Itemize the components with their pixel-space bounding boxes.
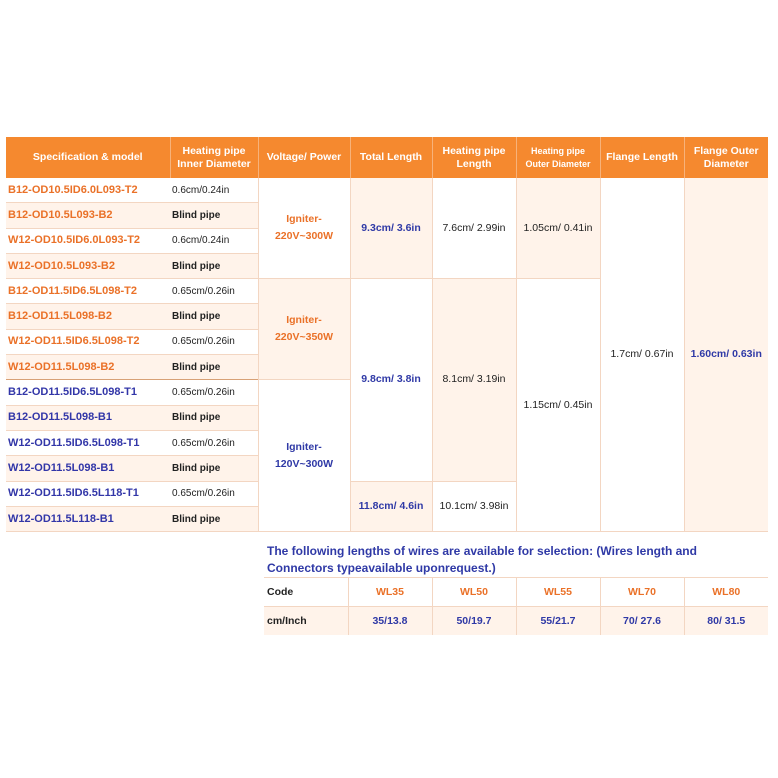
- model-cell: B12-OD11.5L098-B1: [6, 405, 170, 430]
- unit-label: cm/Inch: [264, 607, 348, 636]
- wire-code: WL55: [516, 578, 600, 607]
- model-cell: B12-OD11.5ID6.5L098-T1: [6, 380, 170, 405]
- voltage-line2: 220V~350W: [274, 331, 334, 344]
- inner-diameter-cell: Blind pipe: [170, 253, 258, 278]
- model-cell: W12-OD11.5L118-B1: [6, 506, 170, 531]
- inner-diameter-cell: Blind pipe: [170, 506, 258, 531]
- header-inner-diameter: Heating pipe Inner Diameter: [170, 137, 258, 178]
- inner-diameter-cell: Blind pipe: [170, 355, 258, 380]
- pipe-length-3: 10.1cm/ 3.98in: [432, 481, 516, 532]
- total-length-1: 9.3cm/ 3.6in: [350, 178, 432, 279]
- inner-diameter-cell: 0.6cm/0.24in: [170, 178, 258, 203]
- voltage-line1: Igniter-: [286, 440, 322, 453]
- wire-value: 80/ 31.5: [707, 614, 746, 627]
- total-length-2: 9.8cm/ 3.8in: [350, 279, 432, 481]
- inner-diameter-cell: Blind pipe: [170, 405, 258, 430]
- header-outer-diameter: Heating pipe Outer Diameter: [516, 137, 600, 178]
- wire-code: WL80: [712, 585, 741, 598]
- voltage-group-1: [258, 178, 350, 279]
- model-cell: W12-OD11.5L098-B1: [6, 456, 170, 481]
- header-flange-length: Flange Length: [600, 137, 684, 178]
- wire-value: 70/ 27.6: [600, 607, 684, 636]
- voltage-line1: Igniter-: [286, 213, 322, 226]
- voltage-group-3: [258, 380, 350, 532]
- wire-value-row: [264, 607, 768, 636]
- wire-lengths-table: [264, 543, 768, 635]
- specification-table: [6, 137, 768, 532]
- inner-diameter-cell: 0.65cm/0.26in: [170, 279, 258, 304]
- pipe-length-2: 8.1cm/ 3.19in: [432, 279, 516, 481]
- total-length-3: 11.8cm/ 4.6in: [350, 481, 432, 532]
- model-cell: W12-OD10.5ID6.0L093-T2: [6, 228, 170, 253]
- flange-outer-diameter-value: 1.60cm/ 0.63in: [690, 348, 762, 361]
- model-cell: W12-OD11.5ID6.5L118-T1: [6, 481, 170, 506]
- header-flange-outer-diameter: Flange Outer Diameter: [684, 137, 768, 178]
- model-cell: W12-OD11.5L098-B2: [6, 355, 170, 380]
- flange-length-cell: [600, 178, 684, 532]
- table-row: [6, 178, 768, 203]
- outer-diameter-1: 1.05cm/ 0.41in: [516, 178, 600, 279]
- flange-length-value: 1.7cm/ 0.67in: [610, 348, 674, 361]
- header-pipe-length: Heating pipe Length: [432, 137, 516, 178]
- code-label: Code: [264, 578, 348, 607]
- wire-code: WL50: [432, 578, 516, 607]
- voltage-line1: Igniter-: [286, 314, 322, 327]
- wire-value: 35/13.8: [348, 607, 432, 636]
- inner-diameter-cell: 0.65cm/0.26in: [170, 430, 258, 455]
- inner-diameter-cell: 0.6cm/0.24in: [170, 228, 258, 253]
- voltage-line2: 220V~300W: [274, 230, 334, 243]
- outer-diameter-2: 1.15cm/ 0.45in: [516, 279, 600, 532]
- wire-code-row: [264, 578, 768, 607]
- inner-diameter-cell: 0.65cm/0.26in: [170, 329, 258, 354]
- header-voltage-power: Voltage/ Power: [258, 137, 350, 178]
- inner-diameter-cell: Blind pipe: [170, 456, 258, 481]
- pipe-length-1: 7.6cm/ 2.99in: [432, 178, 516, 279]
- wire-code: WL35: [348, 578, 432, 607]
- model-cell: B12-OD11.5L098-B2: [6, 304, 170, 329]
- inner-diameter-cell: Blind pipe: [170, 203, 258, 228]
- model-cell: W12-OD11.5ID6.5L098-T2: [6, 329, 170, 354]
- model-cell: B12-OD11.5ID6.5L098-T2: [6, 279, 170, 304]
- inner-diameter-cell: 0.65cm/0.26in: [170, 481, 258, 506]
- voltage-group-2: [258, 279, 350, 380]
- wire-code: WL70: [600, 578, 684, 607]
- wire-value: 55/21.7: [516, 607, 600, 636]
- table-header-row: [6, 137, 768, 178]
- header-spec-model: Specification & model: [6, 137, 170, 178]
- model-cell: W12-OD10.5L093-B2: [6, 253, 170, 278]
- wire-lengths-title: The following lengths of wires are available for selection: (Wires length and Connectors typeavailable uponrequest.): [264, 543, 768, 578]
- flange-outer-diameter-cell: [684, 178, 768, 532]
- model-cell: W12-OD11.5ID6.5L098-T1: [6, 430, 170, 455]
- inner-diameter-cell: Blind pipe: [170, 304, 258, 329]
- voltage-line2: 120V~300W: [274, 457, 334, 470]
- header-total-length: Total Length: [350, 137, 432, 178]
- model-cell: B12-OD10.5L093-B2: [6, 203, 170, 228]
- inner-diameter-cell: 0.65cm/0.26in: [170, 380, 258, 405]
- model-cell: B12-OD10.5ID6.0L093-T2: [6, 178, 170, 203]
- wire-value: 50/19.7: [432, 607, 516, 636]
